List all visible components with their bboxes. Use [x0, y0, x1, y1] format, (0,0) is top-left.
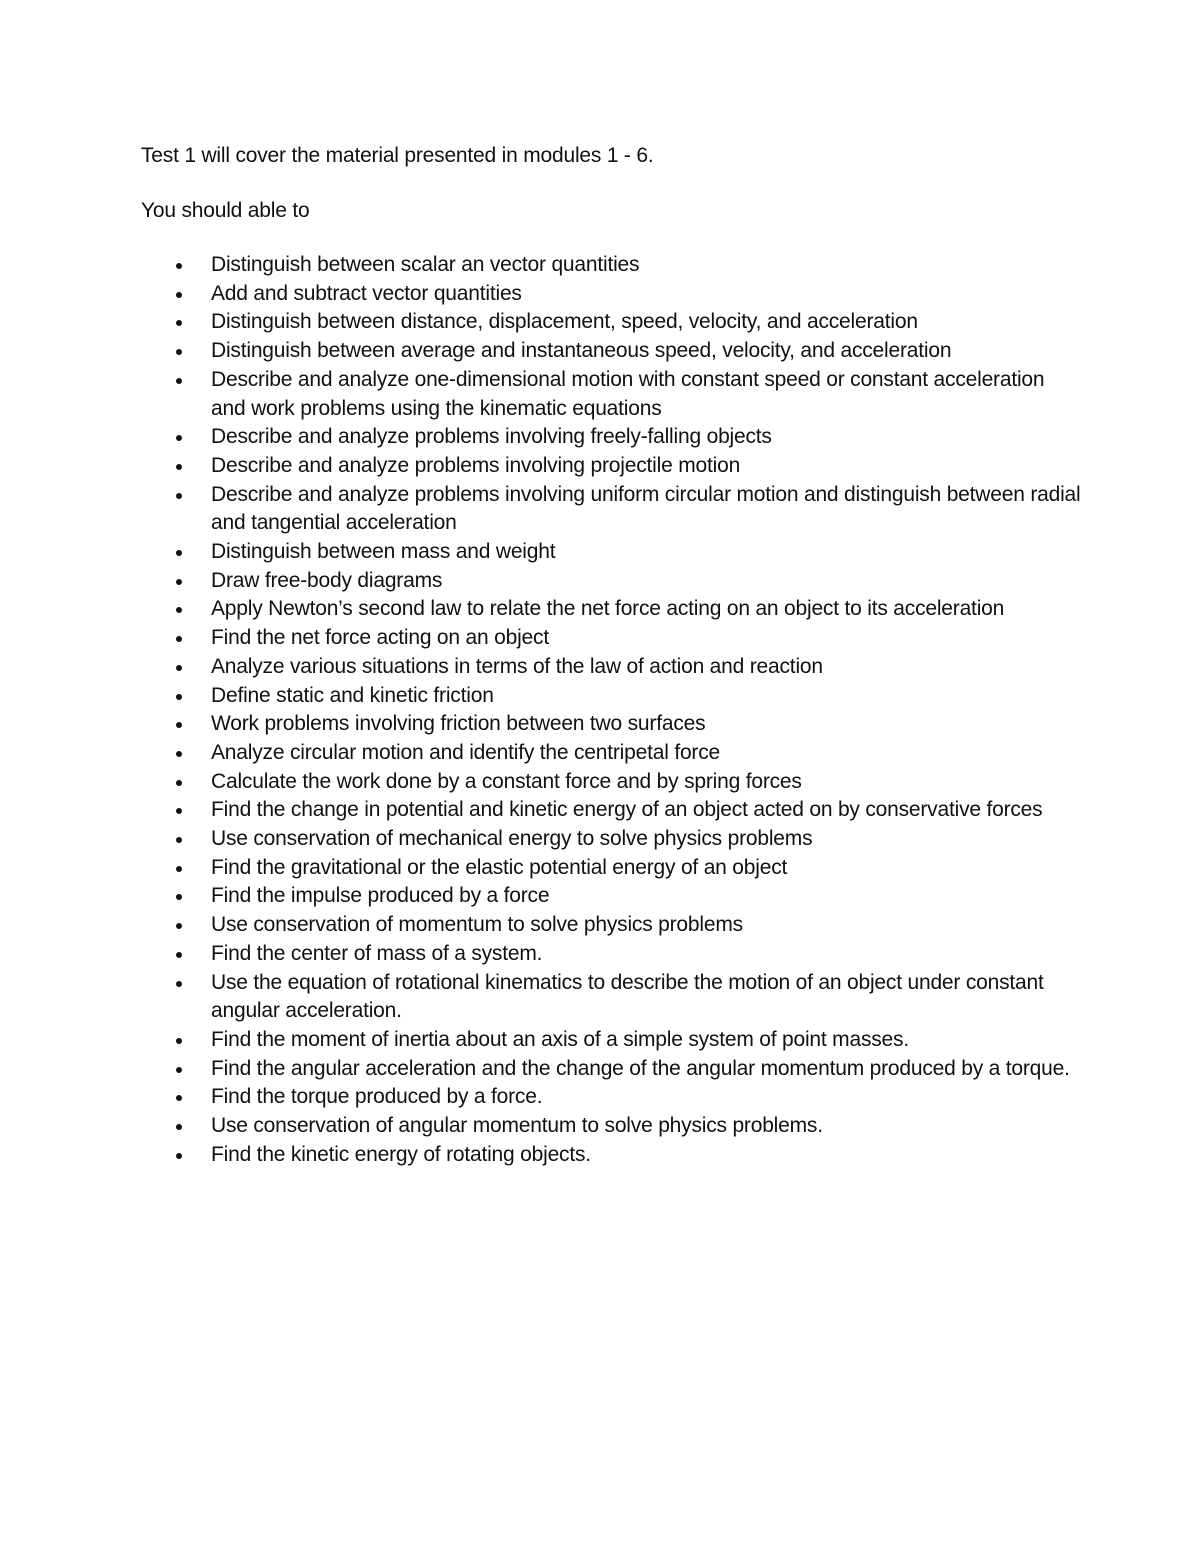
list-item: [141, 739, 1081, 768]
objective-text: Describe and analyze problems involving freely-falling objects: [211, 425, 772, 449]
bullet-icon: [176, 894, 182, 900]
objective-text: Add and subtract vector quantities: [211, 281, 522, 305]
list-item: [141, 1055, 1081, 1084]
list-item: [141, 538, 1081, 567]
list-item: [141, 337, 1081, 366]
bullet-icon: [176, 636, 182, 642]
bullet-icon: [176, 866, 182, 872]
list-item: [141, 882, 1081, 911]
objective-text: Use conservation of mechanical energy to solve physics problems: [211, 827, 813, 851]
bullet-icon: [176, 1095, 182, 1101]
bullet-icon: [176, 837, 182, 843]
list-item: [141, 308, 1081, 337]
list-item: [141, 768, 1081, 797]
objective-text: Analyze circular motion and identify the centripetal force: [211, 740, 721, 764]
list-item: [141, 280, 1081, 309]
bullet-icon: [176, 493, 182, 499]
list-item: [141, 366, 1081, 423]
objective-text: Find the center of mass of a system.: [211, 941, 543, 965]
bullet-icon: [176, 1153, 182, 1159]
objective-text: Find the moment of inertia about an axis of a simple system of point masses.: [211, 1027, 909, 1051]
objective-text: Distinguish between distance, displacement, speed, velocity, and acceleration: [211, 310, 918, 334]
list-item: [141, 1141, 1081, 1170]
list-item: [141, 1083, 1081, 1112]
bullet-icon: [176, 292, 182, 298]
objective-text: Apply Newton’s second law to relate the net force acting on an object to its acceleration: [211, 597, 1005, 621]
objective-text: Find the impulse produced by a force: [211, 884, 550, 908]
bullet-icon: [176, 579, 182, 585]
objective-text: Distinguish between mass and weight: [211, 540, 556, 564]
bullet-icon: [176, 722, 182, 728]
list-item: [141, 452, 1081, 481]
list-item: [141, 710, 1081, 739]
intro-line-test-coverage: Test 1 will cover the material presented in modules 1 - 6.: [141, 144, 654, 167]
objective-text: Find the gravitational or the elastic potential energy of an object: [211, 855, 788, 879]
objective-text: Distinguish between scalar an vector quantities: [211, 253, 640, 276]
bullet-icon: [176, 435, 182, 441]
objective-text: Define static and kinetic friction: [211, 683, 494, 707]
bullet-icon: [176, 349, 182, 355]
objective-text: Calculate the work done by a constant force and by spring forces: [211, 769, 802, 793]
bullet-icon: [176, 780, 182, 786]
objective-text: Distinguish between average and instantaneous speed, velocity, and acceleration: [211, 339, 952, 363]
bullet-icon: [176, 1038, 182, 1044]
list-item: [141, 567, 1081, 596]
bullet-icon: [176, 665, 182, 671]
bullet-icon: [176, 378, 182, 384]
objective-text: Draw free-body diagrams: [211, 568, 443, 592]
objective-text: Use the equation of rotational kinematics to describe the motion of an object under constant angular acceleration.: [211, 970, 1044, 1023]
objective-text: Analyze various situations in terms of the law of action and reaction: [211, 654, 823, 678]
objective-text: Work problems involving friction between two surfaces: [211, 712, 706, 736]
objective-text: Find the kinetic energy of rotating objects.: [211, 1142, 591, 1166]
objective-text: Find the change in potential and kinetic energy of an object acted on by conservative forces: [211, 798, 1043, 822]
list-item: [141, 911, 1081, 940]
list-item: [141, 940, 1081, 969]
bullet-icon: [176, 808, 182, 814]
bullet-icon: [176, 263, 182, 269]
list-item: [141, 1112, 1081, 1141]
bullet-icon: [176, 694, 182, 700]
list-item: [141, 682, 1081, 711]
list-item: [141, 796, 1081, 825]
list-item: [141, 653, 1081, 682]
list-item: [141, 825, 1081, 854]
bullet-icon: [176, 1067, 182, 1073]
list-item: [141, 423, 1081, 452]
bullet-icon: [176, 981, 182, 987]
objective-text: Find the net force acting on an object: [211, 626, 549, 650]
bullet-icon: [176, 464, 182, 470]
list-item: [141, 251, 1081, 280]
bullet-icon: [176, 1124, 182, 1130]
objective-text: Describe and analyze one-dimensional motion with constant speed or constant acceleration and work problems using the kinematic equations: [211, 367, 1045, 420]
objectives-list: [141, 251, 1081, 1170]
list-item: [141, 854, 1081, 883]
bullet-icon: [176, 952, 182, 958]
bullet-icon: [176, 923, 182, 929]
list-item: [141, 481, 1081, 538]
bullet-icon: [176, 751, 182, 757]
intro-line-lead-in: You should able to: [141, 199, 310, 222]
document-body: [141, 141, 1081, 1170]
objective-text: Use conservation of momentum to solve physics problems: [211, 913, 743, 937]
bullet-icon: [176, 550, 182, 556]
list-item: [141, 969, 1081, 1026]
objective-text: Find the torque produced by a force.: [211, 1085, 543, 1109]
objective-text: Find the angular acceleration and the change of the angular momentum produced by a torque.: [211, 1056, 1070, 1080]
list-item: [141, 595, 1081, 624]
bullet-icon: [176, 607, 182, 613]
list-item: [141, 1026, 1081, 1055]
bullet-icon: [176, 320, 182, 326]
list-item: [141, 624, 1081, 653]
objective-text: Describe and analyze problems involving uniform circular motion and distinguish between radial and tangential acceleration: [211, 482, 1081, 535]
objective-text: Use conservation of angular momentum to solve physics problems.: [211, 1114, 823, 1138]
objective-text: Describe and analyze problems involving projectile motion: [211, 453, 741, 477]
